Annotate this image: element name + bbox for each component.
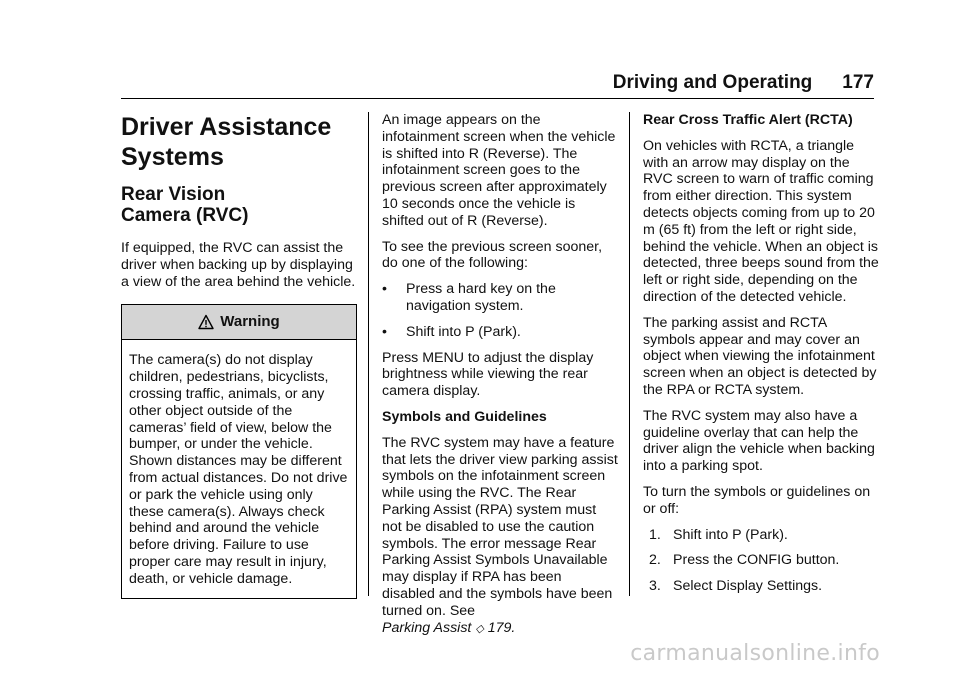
paragraph: To turn the symbols or guidelines on or off: <box>643 483 871 517</box>
bullet-text: Press a hard key on the navigation system. <box>406 281 556 314</box>
step-text: Select Display Settings. <box>673 578 823 595</box>
section-title: Driving and Operating <box>612 72 813 93</box>
paragraph: The parking assist and RCTA symbols appear and may cover an object when viewing the infotainment screen when an object is detected by the RPA or RCTA system. <box>643 314 877 398</box>
subheading: Rear Cross Traffic Alert (RCTA) <box>643 112 853 128</box>
bullet-item <box>382 324 618 341</box>
numbered-step <box>649 552 881 569</box>
bullet-mark: • <box>382 323 387 340</box>
step-number: 2. <box>649 552 661 569</box>
step-text: Press the CONFIG button. <box>673 552 840 569</box>
paragraph: On vehicles with RCTA, a triangle with an arrow may display on the RVC screen to warn of traffic coming from either direction. This system detects objects coming from up to 20 m (65 ft) from the left or right side, behind the vehicle. When an object is detected, three beeps sound from the left or right side, depending on the direction of the detected vehicle. <box>643 137 879 305</box>
bullet-text: Shift into P (Park). <box>406 323 521 340</box>
page-title-line1: Driver Assistance <box>121 113 332 141</box>
ref-symbol: ◇ <box>475 622 484 635</box>
page-title-line2: Systems <box>121 143 224 171</box>
warning-box <box>121 304 357 598</box>
numbered-step <box>649 527 881 544</box>
column-2 <box>382 112 618 646</box>
paragraph: An image appears on the infotainment screen when the vehicle is shifted into R (Reverse). The infotainment screen goes to the previous screen after approximately 10 seconds once the vehicle is shifted out of R (Reverse). <box>382 112 616 229</box>
intro-paragraph: If equipped, the RVC can assist the driver when backing up by displaying a view of the area behind the vehicle. <box>121 240 356 290</box>
step-number: 1. <box>649 526 661 543</box>
section-heading <box>121 184 357 226</box>
warning-icon <box>198 314 214 330</box>
column-1 <box>121 112 357 599</box>
header-rule <box>121 98 874 99</box>
section-heading-line2: Camera (RVC) <box>121 205 249 226</box>
paragraph: To see the previous screen sooner, do one of the following: <box>382 238 603 272</box>
warning-body: The camera(s) do not display children, pedestrians, bicyclists, crossing traffic, animals, or any other object outside of the cameras’ field of view, below the bumper, or under the vehicle. Shown distances may be different from actual distances. Do not drive or park the vehicle using only these camera(s). Always check behind and around the vehicle before driving. Failure to use proper care may result in injury, death, or vehicle damage. <box>129 352 348 587</box>
watermark: carmanualsonline.info <box>630 641 880 666</box>
section-heading-line1: Rear Vision <box>121 184 226 205</box>
column-3 <box>643 112 881 604</box>
warning-header <box>122 305 356 340</box>
column-divider-2 <box>629 112 630 596</box>
page-header <box>613 72 874 94</box>
cross-reference-link[interactable] <box>382 620 515 636</box>
page-title <box>121 112 357 172</box>
bullet-mark: • <box>382 281 387 298</box>
numbered-step <box>649 578 881 595</box>
warning-title: Warning <box>220 312 280 330</box>
step-text: Shift into P (Park). <box>673 526 788 543</box>
paragraph: The RVC system may also have a guideline overlay that can help the driver align the vehicle when backing into a parking spot. <box>643 407 875 475</box>
subheading: Symbols and Guidelines <box>382 408 547 425</box>
ref-text: Parking Assist <box>382 619 472 636</box>
step-number: 3. <box>649 578 661 595</box>
column-divider-1 <box>368 112 369 596</box>
paragraph <box>382 435 618 638</box>
paragraph-text: The RVC system may have a feature that lets the driver view parking assist symbols on the infotainment screen while using the RVC. The Rear Parking Assist (RPA) system must not be disabled to use the caution symbols. The error message Rear Parking Assist Symbols Unavailable may display if RPA has been disabled and the symbols have been turned on. See <box>382 434 618 619</box>
paragraph: Press MENU to adjust the display brightness while viewing the rear camera display. <box>382 349 594 400</box>
ref-page: 179. <box>487 619 516 636</box>
bullet-item <box>382 281 618 315</box>
page-number: 177 <box>842 72 874 93</box>
